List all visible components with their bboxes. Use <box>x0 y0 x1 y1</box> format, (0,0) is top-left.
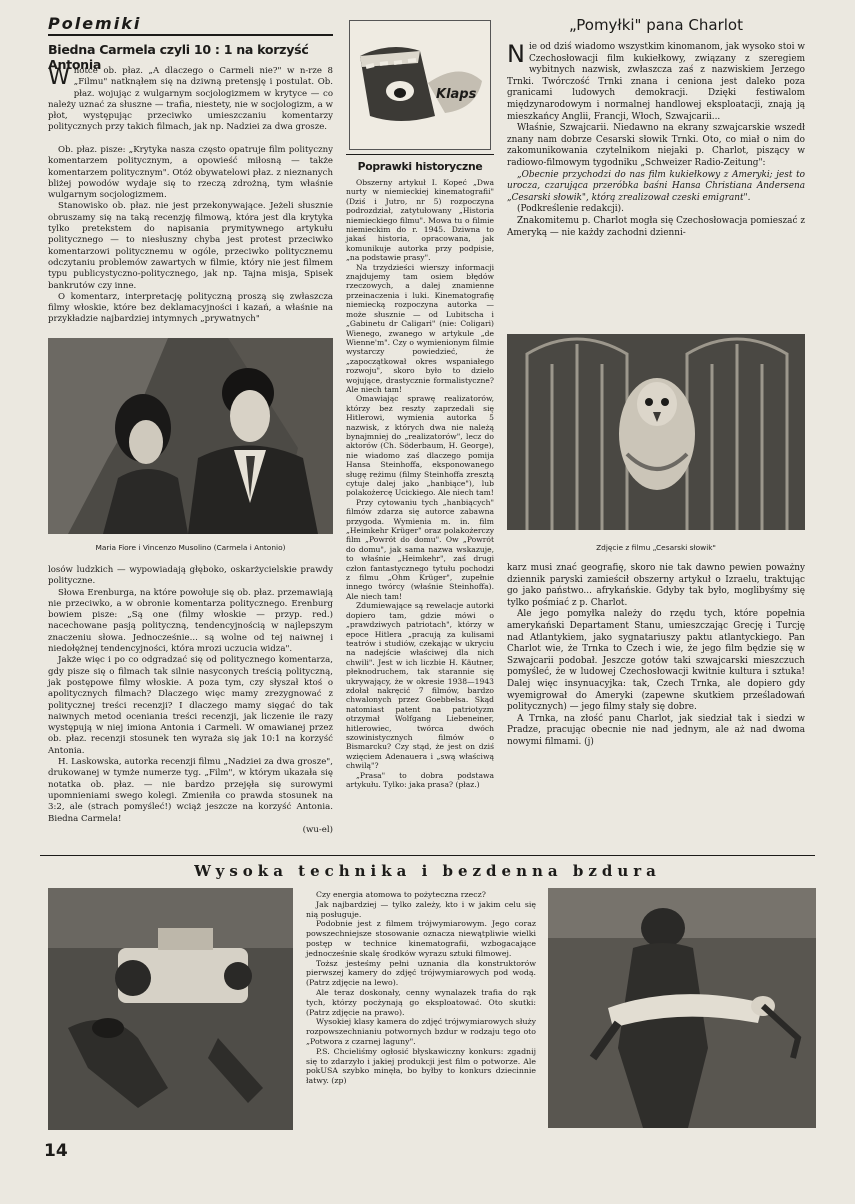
polemiki-p4: O komentarz, interpretację polityczną proszą się zwłaszcza filmy włoskie, które bez deklamacyjności i kazań, a właśnie na przykładzie najbardziej intymnych „prywatnych" <box>48 291 333 325</box>
charlot-p1: ie od dziś wiadomo wszystkim kinomanom, jak wysoko stoi w Czechosłowacji film kukiełkowy, związany z szeregiem wybitnych nazwisk, zwłaszcza zaś z nazwiskiem Jerzego Trnki. Twórczość Trnki znana i ceniona jest daleko poza granicami ludowych demokracji. Dzięki festiwalom międzynarodowym i normalnej handlowej eksploatacji, znają ją mieszkańcy Anglii, Francji, Włoch, Szwajcarii... <box>507 42 805 122</box>
polemiki-p8: H. Laskowska, autorka recenzji filmu „Nadziei za dwa grosze", drukowanej w tymże numerze tyg. „Film", w którym ukazała się notatka ob. płaz. — nie bardzo przejęła się surowymi upomnieniami swego kolegi. Zmieniła co prawda stosunek na 3:2, ale (strach pomyśleć!) wciąż jeszcze na korzyść Antonia. Biedna Carmela! <box>48 757 333 824</box>
middle-p5: Zdumiewające są rewelacje autorki dopiero tam, gdzie mówi o „prawdziwych patriotach", którzy w epoce Hitlera „pracują za kulisami teatrów i studiów, czekając w ukryciu na nadejście właściwej dla nich chwili". Jest w ich liczbie H. Käutner, płeknodruchem, tak starannie się ukrywający, że w okresie 1938—1943 zdołał nakręcić 7 filmów, bardzo chwalonych przez Goebbelsa. Skąd natomiast patent na patriotyzm otrzymał Wolfgang Liebeneiner, hitlerowiec, twórca dwóch szowinistycznych filmów o Bismarcku? Czy stąd, że jest on dziś wzięciem Adenauera i „swą właściwą chwilą"? <box>346 601 494 771</box>
middle-p2: Na trzydzieści wierszy informacji znajdujemy tam osiem błędów rzeczowych, a dalej znamienne przeinaczenia i luki. Kinematografię niemiecką rozpoczyna autorka — może słusznie — od Lubitscha i „Gabinetu dr Caligari" (nie: Coligari) Wienego, zwanego w artykule „de Wienne'm". Czy o wymienionym filmie wystarczy powiedzieć, że „zapoczątkował okres wspaniałego rozwoju", skoro było to dzieło wojujące, drastycznie formalistyczne? Ale niech tam! <box>346 262 494 394</box>
polemiki-p2: Ob. płaz. pisze: „Krytyka nasza często opatruje film polityczny komentarzem politycznym, a opowieść miłosną — także komentarzem politycznym". Otóż obywatelowi płaz. z nieznanych bliżej powodów wydaje się to rzeczą zdrożną, tym właśnie wulgarnym socjologizmem. <box>48 145 333 201</box>
charlot-title: „Pomyłki" pana Charlot <box>569 16 743 34</box>
cesarski-photo-caption: Zdjęcie z filmu „Cesarski słowik" <box>596 543 716 552</box>
charlot-quote-note: (Podkreślenie redakcji). <box>517 204 624 215</box>
charlot-dropcap: N <box>507 40 525 68</box>
middle-rule-top <box>346 154 494 155</box>
charlot-body-2 <box>507 563 805 749</box>
polemiki-body-2 <box>48 565 333 836</box>
polemiki-lead <box>48 66 333 134</box>
bottom-rule <box>40 855 815 856</box>
polemiki-p5: losów ludzkich — wypowiadają głęboko, oskarżycielskie prawdy polityczne. <box>48 565 333 587</box>
carmela-antonio-photo <box>48 338 333 534</box>
bottom-body <box>306 890 536 1086</box>
middle-p1: Obszerny artykuł I. Kopeć „Dwa nurty w niemieckiej kinematografii" (Dziś i Jutro, nr 5) rozpoczyna podrozdział, zatytułowany „Historia niemieckiego filmu". Mowa tu o filmie niemieckim do r. 1945. Dziwna to jakaś historia, opracowana, jak komunikuje autorka przy podpisie, „na podstawie prasy". <box>346 178 494 263</box>
black-lagoon-monster-photo <box>548 888 816 1128</box>
polemiki-body-1 <box>48 145 333 326</box>
bottom-p4: Toższ jesteśmy pełni uznania dla konstruktorów pierwszej kamery do zdjęć trójwymiarowych pod wodą. (Patrz zdjęcie na lewo). <box>306 958 536 988</box>
cesarski-slowik-photo <box>507 334 805 530</box>
klaps-cartoon-label: Klaps <box>436 87 477 102</box>
charlot-quote: „Obecnie przychodzi do nas film kukiełkowy z Ameryki; jest to urocza, czarująca przeróbka baśni Hansa Christiana Andersena „Cesarski słowik", którą zrealizował czeski emigrant". <box>507 169 805 203</box>
bottom-p7: P.S. Chcieliśmy ogłosić błyskawiczny konkurs: zgadnij się to zdarzyło i jakiej produkcji jest film o potworze. Ale pokUSA szybko minęła, bo byłby to konkurs dziecinnie łatwy. (zp) <box>306 1046 536 1086</box>
bottom-p2: Jak najbardziej — tylko zależy, kto i w jakim celu się nią posługuje. <box>306 899 536 919</box>
section-header <box>48 14 160 33</box>
middle-body <box>346 178 494 789</box>
bottom-p3: Podobnie jest z filmem trójwymiarowym. Jego coraz powszechniejsze stosowanie oznacza niewątpliwie wielki postęp w technice kinematografii, wzbogacające jednocześnie skalę środków wyrazu sztuki filmowej. <box>306 919 536 958</box>
middle-p6: „Prasa" to dobra podstawa artykułu. Tylko: jaka prasa? (płaz.) <box>346 770 494 789</box>
polemiki-p3: Stanowisko ob. płaz. nie jest przekonywające. Jeżeli słusznie obruszamy się na taką recenzję filmową, która jest dla krytyka tylko pretekstem do napisania prymitywnego artykułu politycznego — to niesłuszny chyba jest protest przeciwko komentarzowi politycznemu w ogóle, przeciwko politycznemu odczytaniu problemów zawartych w filmie, który nie jest filmem typu publicystyczno-politycznego, jak np. Tajna misja, Spisek bankrutów czy inne. <box>48 201 333 291</box>
bottom-p1: Czy energia atomowa to pożyteczna rzecz? <box>316 890 486 899</box>
polemiki-dropcap: W <box>48 65 70 90</box>
middle-title: Poprawki historyczne <box>357 160 483 173</box>
charlot-p4: karz musi znać geografię, skoro nie tak dawno pewien poważny dziennik paryski zamieścił obszerny artykuł o Izraelu, traktując go jako państwo... afrykańskie. Gdyby tak było, moglibyśmy się tylko pośmiać z p. Charlot. <box>507 563 805 608</box>
charlot-p6: A Trnka, na złość panu Charlot, jak siedział tak i siedzi w Pradze, pracując obecnie nie nad jednym, ale aż nad dwoma nowymi filmami. (j) <box>507 713 805 747</box>
charlot-p3: Znakomitemu p. Charlot mogła się Czechosłowacja pomieszać z Ameryką — nie każdy zachodni dzienni- <box>507 215 805 238</box>
page-number: 14 <box>44 1141 68 1161</box>
polemiki-title: Biedna Carmela czyli 10 : 1 na korzyść Antonia <box>48 42 309 72</box>
section-header-rule <box>48 34 333 36</box>
middle-p3: Omawiając sprawę realizatorów, którzy bez reszty zaprzedali się Hitlerowi, wymienia autorka 5 nazwisk, z których dwa nie należą bynajmniej do „realizatorów", lecz do aktorów (Ch. Söderbaum, H. George), nie wiadomo zaś dlaczego pomija Hansa Steinhoffa, eksponowanego sługę reżimu (filmy Steinhoffa zresztą cytuje dalej jako „hanbiące"), lub polakożercę Ucickiego. Ale niech tam! <box>346 394 494 498</box>
klaps-cartoon <box>349 20 491 150</box>
bottom-title: Wysoka technika i bezdenna bzdura <box>194 862 661 880</box>
middle-p4: Przy cytowaniu tych „hanbiących" filmów zdarza się autorce zabawna przygoda. Wymienia m. in. film „Heimkehr Krüger" oraz polakożerczy film „Powrót do domu". Ow „Powrót do domu", jak sama nazwa wskazuje, to właśnie „Heimkehr", zaś drugi człon fantastycznego tytułu pochodzi z filmu „Ohm Krüger", zupełnie innego twórcy (właśnie Steinhoffa). Ale niech tam! <box>346 497 494 601</box>
charlot-p2: Właśnie, Szwajcarii. Niedawno na ekrany szwajcarskie wszedł znany nam dobrze Cesarski słowik Trnki. Oto, co miał o nim do zakomunikowania czytelnikom niejaki p. Charlot, piszący w radiowo-filmowym tygodniku „Schweizer Radio-Zeitung": <box>507 123 805 168</box>
polemiki-signature: (wu-el) <box>302 824 333 835</box>
section-header-label: Polemiki <box>48 14 142 33</box>
polemiki-lead-text: notce ob. płaz. „A dlaczego o Carmeli nie?" w n-rze 8 „Filmu" natknąłem się na dziwną pretensję i postulat. Ob. płaz. wojując z wulgarnym socjologizmem w krytyce — co należy uznać za słuszne — trafia, niestety, nie w socjologizm, a w płot, występując przeciwko umieszczaniu komentarzy politycznych przy takich filmach, jak np. Nadziei za dwa grosze. <box>48 66 333 133</box>
polemiki-p6: Słowa Erenburga, na które powołuje się ob. płaz. przemawiają nie przeciwko, a w obronie komentarza politycznego. Erenburg bowiem pisze: „Są one (filmy włoskie — przyp. red.) nacechowane pasją polityczną, tendencyjnością w najlepszym znaczeniu słowa. Jednocześnie... są wolne od tej naiwnej i niedołężnej tendencyjności, która mrozi uczucia widza". <box>48 587 333 655</box>
underwater-camera-photo <box>48 888 293 1130</box>
bottom-p6: Wysokiej klasy kamera do zdjęć trójwymiarowych służy rozpowszechnianiu potwornych bzdur w rodzaju tego oto „Potwora z czarnej laguny". <box>306 1017 536 1046</box>
charlot-p5: Ale jego pomyłka należy do rzędu tych, które popełnia amerykański Departament Stanu, umieszczając Grecję i Turcję nad Atlantykiem, jako sygnatariuszy paktu atlantyckiego. Pan Charlot wie, że Trnka to Czech i wie, że jego film będzie się w Szwajcarii podobał. Jeszcze gotów taki szwajcarski mieszczuch pomyśleć, że w ludowej Czechosłowacji kwitnie kultura i sztuka! Dalej więc insynuacyjka: tak, Czech Trnka, ale dopiero gdy wyemigrował do Ameryki (zapewne skutkiem prześladowań politycznych) — jego filmy stały się dobre. <box>507 609 805 713</box>
polemiki-p7: Jakże więc i po co odgradzać się od politycznego komentarza, gdy pisze się o filmach tak silnie nasyconych treścią polityczną, jak postępowe filmy włoskie. A poza tym, czy słyszał ktoś o apolitycznych filmach? Dlaczego więc mamy zrezygnować z politycznej treści recenzji? I dlaczego mamy sięgać do tak naiwnych metod oceniania treści recenzji, jak liczenie ile razy występują w niej imiona Antonia i Carmeli. W omawianej przez ob. płaz. recenzji stosunek ten wyraża się jak 10:1 na korzyść Antonia. <box>48 655 333 756</box>
charlot-body-1 <box>507 42 805 239</box>
carmela-photo-caption: Maria Fiore i Vincenzo Musolino (Carmela i Antonio) <box>95 543 286 552</box>
bottom-p5: Ale teraz doskonały, cenny wynalazek trafia do rąk tych, którzy pocżynają go eksploatować. Oto skutki: (Patrz zdjęcie na prawo). <box>306 987 536 1017</box>
